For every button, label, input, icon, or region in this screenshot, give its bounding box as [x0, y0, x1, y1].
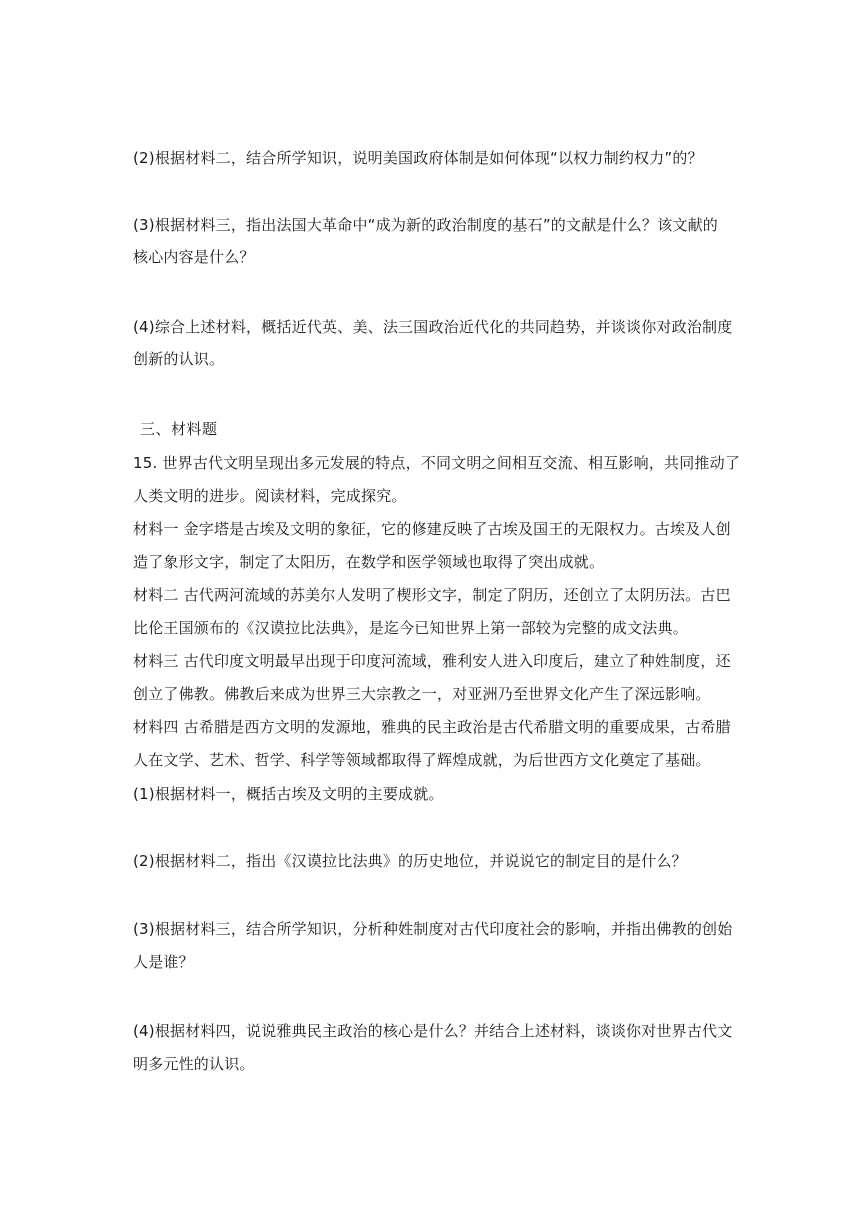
sub-question-2: (2)根据材料二，指出《汉谟拉比法典》的历史地位，并说说它的制定目的是什么？ [133, 852, 687, 870]
question-3-text: (3)根据材料三，指出法国大革命中“成为新的政治制度的基石”的文献是什么？该文献的 [133, 216, 718, 234]
sub-question-3: (3)根据材料三，结合所学知识，分析种姓制度对古代印度社会的影响，并指出佛教的创始 [133, 920, 733, 938]
section-heading: 三、材料题 [140, 420, 218, 438]
material-3: 材料三 古代印度文明最早出现于印度河流域，雅利安人进入印度后，建立了种姓制度，还 [133, 652, 731, 670]
sub-question-1: (1)根据材料一，概括古埃及文明的主要成就。 [133, 785, 444, 803]
question-15-stem: 15. 世界古代文明呈现出多元发展的特点，不同文明之间相互交流、相互影响，共同推动了 [133, 454, 741, 472]
question-4-text-continued: 创新的认识。 [133, 350, 225, 368]
material-2-continued: 比伦王国颁布的《汉谟拉比法典》，是迄今已知世界上第一部较为完整的成文法典。 [133, 619, 688, 637]
material-4: 材料四 古希腊是西方文明的发源地，雅典的民主政治是古代希腊文明的重要成果，古希腊 [133, 718, 731, 736]
sub-question-3-continued: 人是谁？ [133, 953, 194, 971]
question-3-text-continued: 核心内容是什么？ [133, 248, 255, 266]
material-1: 材料一 金字塔是古埃及文明的象征，它的修建反映了古埃及国王的无限权力。古埃及人创 [133, 520, 731, 538]
sub-question-4: (4)根据材料四，说说雅典民主政治的核心是什么？并结合上述材料，谈谈你对世界古代文 [133, 1022, 733, 1040]
material-4-continued: 人在文学、艺术、哲学、科学等领域都取得了辉煌成就，为后世西方文化奠定了基础。 [133, 751, 711, 769]
question-2-text: (2)根据材料二，结合所学知识，说明美国政府体制是如何体现“以权力制约权力”的？ [133, 149, 703, 167]
question-15-stem-continued: 人类文明的进步。阅读材料，完成探究。 [133, 487, 407, 505]
sub-question-4-continued: 明多元性的认识。 [133, 1055, 255, 1073]
question-4-text: (4)综合上述材料，概括近代英、美、法三国政治近代化的共同趋势，并谈谈你对政治制度 [133, 318, 733, 336]
material-2: 材料二 古代两河流域的苏美尔人发明了楔形文字，制定了阴历，还创立了太阴历法。古巴 [133, 586, 731, 604]
material-3-continued: 创立了佛教。佛教后来成为世界三大宗教之一，对亚洲乃至世界文化产生了深远影响。 [133, 685, 711, 703]
material-1-continued: 造了象形文字，制定了太阳历，在数学和医学领域也取得了突出成就。 [133, 553, 605, 571]
